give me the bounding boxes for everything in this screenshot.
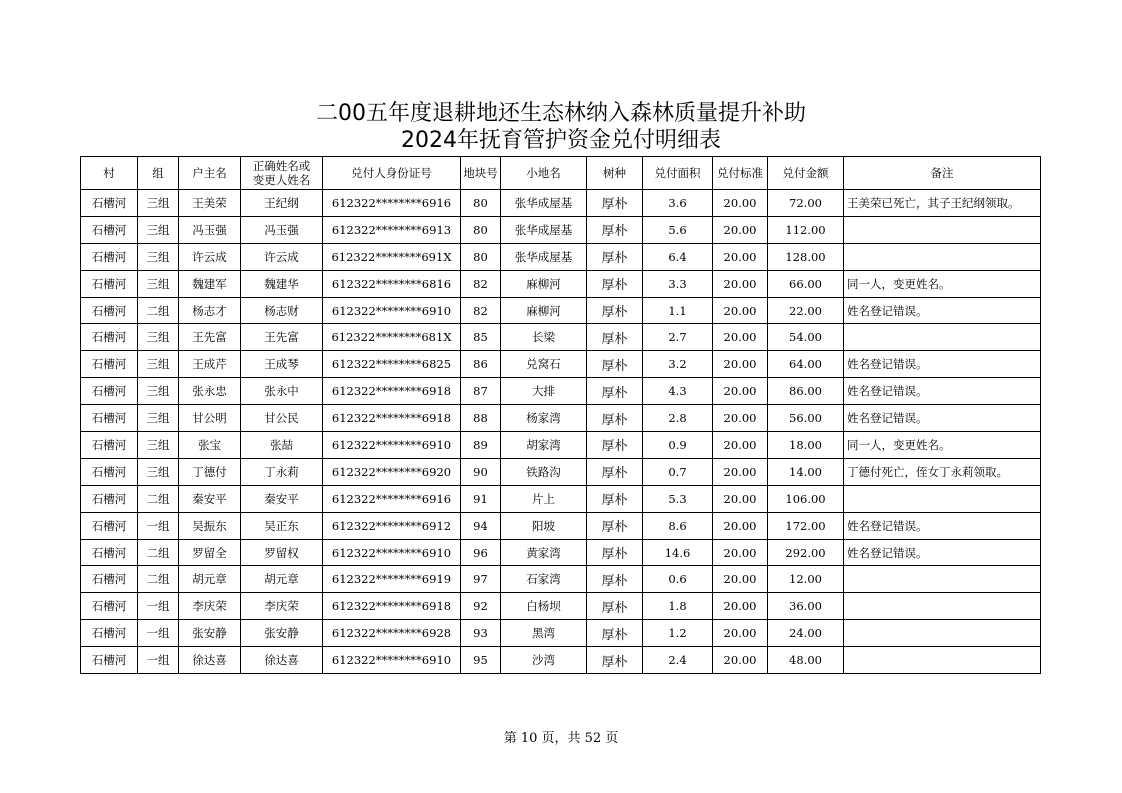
cell-place-name: 杨家湾 bbox=[501, 405, 587, 432]
cell-payment-standard: 20.00 bbox=[713, 566, 768, 593]
cell-place-name: 长梁 bbox=[501, 324, 587, 351]
cell-payment-area: 8.6 bbox=[643, 512, 713, 539]
cell-payment-area: 1.2 bbox=[643, 620, 713, 647]
cell-householder: 罗留全 bbox=[179, 539, 241, 566]
cell-householder: 张宝 bbox=[179, 432, 241, 459]
column-header-payment-area: 兑付面积 bbox=[643, 157, 713, 190]
cell-payment-area: 1.1 bbox=[643, 297, 713, 324]
cell-place-name: 黑湾 bbox=[501, 620, 587, 647]
cell-payment-amount: 24.00 bbox=[768, 620, 844, 647]
cell-payment-standard: 20.00 bbox=[713, 378, 768, 405]
cell-corrected-name: 冯玉强 bbox=[241, 216, 323, 243]
table-row bbox=[81, 593, 1041, 620]
cell-group: 二组 bbox=[138, 297, 179, 324]
cell-remarks: 同一人，变更姓名。 bbox=[844, 270, 1041, 297]
cell-tree-species: 厚朴 bbox=[587, 432, 643, 459]
cell-payment-standard: 20.00 bbox=[713, 458, 768, 485]
cell-plot-number: 80 bbox=[461, 190, 501, 217]
cell-group: 二组 bbox=[138, 539, 179, 566]
cell-remarks: 同一人，变更姓名。 bbox=[844, 432, 1041, 459]
cell-village: 石槽河 bbox=[81, 216, 138, 243]
cell-group: 三组 bbox=[138, 405, 179, 432]
cell-payment-standard: 20.00 bbox=[713, 512, 768, 539]
cell-group: 三组 bbox=[138, 324, 179, 351]
cell-payment-area: 5.3 bbox=[643, 485, 713, 512]
cell-remarks: 姓名登记错误。 bbox=[844, 512, 1041, 539]
cell-payment-standard: 20.00 bbox=[713, 270, 768, 297]
cell-village: 石槽河 bbox=[81, 190, 138, 217]
cell-village: 石槽河 bbox=[81, 593, 138, 620]
table-row bbox=[81, 243, 1041, 270]
cell-remarks: 姓名登记错误。 bbox=[844, 405, 1041, 432]
cell-householder: 王先富 bbox=[179, 324, 241, 351]
table-row bbox=[81, 351, 1041, 378]
cell-tree-species: 厚朴 bbox=[587, 297, 643, 324]
cell-householder: 丁德付 bbox=[179, 458, 241, 485]
cell-remarks: 丁德付死亡，侄女丁永莉领取。 bbox=[844, 458, 1041, 485]
payment-detail-table bbox=[80, 156, 1041, 674]
cell-householder: 冯玉强 bbox=[179, 216, 241, 243]
cell-payment-amount: 18.00 bbox=[768, 432, 844, 459]
column-header-corrected-name: 正确姓名或 变更人姓名 bbox=[241, 157, 323, 190]
cell-remarks bbox=[844, 485, 1041, 512]
cell-village: 石槽河 bbox=[81, 270, 138, 297]
cell-place-name: 张华成屋基 bbox=[501, 190, 587, 217]
cell-payment-standard: 20.00 bbox=[713, 297, 768, 324]
cell-id-number: 612322********6910 bbox=[323, 432, 461, 459]
cell-place-name: 麻柳河 bbox=[501, 270, 587, 297]
cell-id-number: 612322********6916 bbox=[323, 485, 461, 512]
cell-village: 石槽河 bbox=[81, 324, 138, 351]
cell-householder: 魏建军 bbox=[179, 270, 241, 297]
cell-village: 石槽河 bbox=[81, 297, 138, 324]
table-header-row bbox=[81, 157, 1041, 190]
cell-plot-number: 86 bbox=[461, 351, 501, 378]
table-row bbox=[81, 324, 1041, 351]
cell-payment-area: 3.3 bbox=[643, 270, 713, 297]
cell-corrected-name: 杨志财 bbox=[241, 297, 323, 324]
cell-id-number: 612322********691X bbox=[323, 243, 461, 270]
cell-plot-number: 94 bbox=[461, 512, 501, 539]
cell-corrected-name: 吴正东 bbox=[241, 512, 323, 539]
cell-plot-number: 91 bbox=[461, 485, 501, 512]
cell-corrected-name: 王纪纲 bbox=[241, 190, 323, 217]
cell-remarks: 姓名登记错误。 bbox=[844, 378, 1041, 405]
cell-plot-number: 97 bbox=[461, 566, 501, 593]
cell-householder: 许云成 bbox=[179, 243, 241, 270]
cell-payment-amount: 64.00 bbox=[768, 351, 844, 378]
cell-corrected-name: 张喆 bbox=[241, 432, 323, 459]
cell-payment-amount: 48.00 bbox=[768, 647, 844, 674]
cell-place-name: 石家湾 bbox=[501, 566, 587, 593]
cell-group: 三组 bbox=[138, 216, 179, 243]
table-row bbox=[81, 378, 1041, 405]
cell-id-number: 612322********6918 bbox=[323, 593, 461, 620]
page-number: 第 10 页，共 52 页 bbox=[503, 731, 619, 746]
cell-remarks bbox=[844, 324, 1041, 351]
document-title-line1: 二00五年度退耕地还生态林纳入森林质量提升补助 bbox=[316, 101, 806, 126]
table-row bbox=[81, 432, 1041, 459]
table-body bbox=[81, 190, 1041, 674]
cell-village: 石槽河 bbox=[81, 512, 138, 539]
cell-payment-standard: 20.00 bbox=[713, 351, 768, 378]
table-row bbox=[81, 539, 1041, 566]
cell-id-number: 612322********6928 bbox=[323, 620, 461, 647]
cell-payment-area: 0.6 bbox=[643, 566, 713, 593]
cell-corrected-name: 丁永莉 bbox=[241, 458, 323, 485]
cell-householder: 胡元章 bbox=[179, 566, 241, 593]
cell-group: 三组 bbox=[138, 458, 179, 485]
column-header-tree-species: 树种 bbox=[587, 157, 643, 190]
cell-remarks: 姓名登记错误。 bbox=[844, 297, 1041, 324]
table-row bbox=[81, 270, 1041, 297]
cell-payment-amount: 36.00 bbox=[768, 593, 844, 620]
cell-householder: 张永忠 bbox=[179, 378, 241, 405]
cell-plot-number: 82 bbox=[461, 297, 501, 324]
table-row bbox=[81, 647, 1041, 674]
cell-tree-species: 厚朴 bbox=[587, 593, 643, 620]
column-header-group: 组 bbox=[138, 157, 179, 190]
cell-group: 一组 bbox=[138, 647, 179, 674]
cell-payment-standard: 20.00 bbox=[713, 324, 768, 351]
cell-id-number: 612322********6825 bbox=[323, 351, 461, 378]
cell-remarks: 姓名登记错误。 bbox=[844, 351, 1041, 378]
cell-corrected-name: 秦安平 bbox=[241, 485, 323, 512]
cell-place-name: 白杨坝 bbox=[501, 593, 587, 620]
cell-householder: 李庆荣 bbox=[179, 593, 241, 620]
cell-plot-number: 85 bbox=[461, 324, 501, 351]
cell-remarks: 王美荣已死亡，其子王纪纲领取。 bbox=[844, 190, 1041, 217]
cell-village: 石槽河 bbox=[81, 647, 138, 674]
cell-payment-standard: 20.00 bbox=[713, 647, 768, 674]
table-row bbox=[81, 458, 1041, 485]
cell-id-number: 612322********6918 bbox=[323, 378, 461, 405]
cell-tree-species: 厚朴 bbox=[587, 485, 643, 512]
cell-group: 三组 bbox=[138, 432, 179, 459]
cell-corrected-name: 徐达喜 bbox=[241, 647, 323, 674]
cell-id-number: 612322********6918 bbox=[323, 405, 461, 432]
cell-tree-species: 厚朴 bbox=[587, 324, 643, 351]
cell-plot-number: 82 bbox=[461, 270, 501, 297]
cell-id-number: 612322********6816 bbox=[323, 270, 461, 297]
cell-payment-area: 3.6 bbox=[643, 190, 713, 217]
cell-payment-amount: 66.00 bbox=[768, 270, 844, 297]
cell-plot-number: 80 bbox=[461, 243, 501, 270]
cell-id-number: 612322********6910 bbox=[323, 297, 461, 324]
cell-payment-standard: 20.00 bbox=[713, 190, 768, 217]
cell-place-name: 片上 bbox=[501, 485, 587, 512]
cell-tree-species: 厚朴 bbox=[587, 378, 643, 405]
cell-payment-standard: 20.00 bbox=[713, 485, 768, 512]
cell-village: 石槽河 bbox=[81, 458, 138, 485]
cell-remarks bbox=[844, 647, 1041, 674]
table-row bbox=[81, 485, 1041, 512]
cell-remarks bbox=[844, 216, 1041, 243]
cell-id-number: 612322********6910 bbox=[323, 647, 461, 674]
cell-payment-amount: 112.00 bbox=[768, 216, 844, 243]
cell-payment-area: 3.2 bbox=[643, 351, 713, 378]
cell-place-name: 兑窝石 bbox=[501, 351, 587, 378]
cell-group: 二组 bbox=[138, 485, 179, 512]
cell-id-number: 612322********6920 bbox=[323, 458, 461, 485]
cell-payment-standard: 20.00 bbox=[713, 620, 768, 647]
cell-village: 石槽河 bbox=[81, 485, 138, 512]
cell-payment-area: 0.9 bbox=[643, 432, 713, 459]
cell-householder: 王成芹 bbox=[179, 351, 241, 378]
cell-plot-number: 93 bbox=[461, 620, 501, 647]
column-header-remarks: 备注 bbox=[844, 157, 1041, 190]
cell-householder: 王美荣 bbox=[179, 190, 241, 217]
cell-tree-species: 厚朴 bbox=[587, 351, 643, 378]
cell-payment-amount: 72.00 bbox=[768, 190, 844, 217]
cell-householder: 张安静 bbox=[179, 620, 241, 647]
cell-tree-species: 厚朴 bbox=[587, 243, 643, 270]
cell-payment-amount: 128.00 bbox=[768, 243, 844, 270]
column-header-payment-amount: 兑付金额 bbox=[768, 157, 844, 190]
cell-remarks: 姓名登记错误。 bbox=[844, 539, 1041, 566]
cell-tree-species: 厚朴 bbox=[587, 647, 643, 674]
cell-village: 石槽河 bbox=[81, 566, 138, 593]
cell-payment-standard: 20.00 bbox=[713, 432, 768, 459]
cell-id-number: 612322********6916 bbox=[323, 190, 461, 217]
cell-group: 三组 bbox=[138, 351, 179, 378]
cell-place-name: 阳坡 bbox=[501, 512, 587, 539]
cell-payment-standard: 20.00 bbox=[713, 593, 768, 620]
cell-payment-area: 5.6 bbox=[643, 216, 713, 243]
table-row bbox=[81, 620, 1041, 647]
cell-tree-species: 厚朴 bbox=[587, 539, 643, 566]
cell-remarks bbox=[844, 620, 1041, 647]
cell-plot-number: 90 bbox=[461, 458, 501, 485]
cell-village: 石槽河 bbox=[81, 378, 138, 405]
cell-remarks bbox=[844, 593, 1041, 620]
cell-place-name: 黄家湾 bbox=[501, 539, 587, 566]
cell-payment-amount: 56.00 bbox=[768, 405, 844, 432]
cell-plot-number: 89 bbox=[461, 432, 501, 459]
cell-village: 石槽河 bbox=[81, 539, 138, 566]
cell-payment-area: 4.3 bbox=[643, 378, 713, 405]
cell-corrected-name: 李庆荣 bbox=[241, 593, 323, 620]
table-row bbox=[81, 216, 1041, 243]
cell-tree-species: 厚朴 bbox=[587, 405, 643, 432]
cell-tree-species: 厚朴 bbox=[587, 270, 643, 297]
cell-payment-standard: 20.00 bbox=[713, 216, 768, 243]
cell-group: 一组 bbox=[138, 593, 179, 620]
cell-payment-amount: 12.00 bbox=[768, 566, 844, 593]
cell-payment-area: 6.4 bbox=[643, 243, 713, 270]
cell-payment-area: 2.4 bbox=[643, 647, 713, 674]
table-row bbox=[81, 190, 1041, 217]
cell-village: 石槽河 bbox=[81, 351, 138, 378]
cell-householder: 秦安平 bbox=[179, 485, 241, 512]
cell-householder: 杨志才 bbox=[179, 297, 241, 324]
cell-group: 三组 bbox=[138, 378, 179, 405]
column-header-plot-number: 地块号 bbox=[461, 157, 501, 190]
table-row bbox=[81, 512, 1041, 539]
cell-payment-standard: 20.00 bbox=[713, 243, 768, 270]
cell-corrected-name: 王成琴 bbox=[241, 351, 323, 378]
cell-payment-amount: 14.00 bbox=[768, 458, 844, 485]
cell-group: 一组 bbox=[138, 620, 179, 647]
cell-payment-standard: 20.00 bbox=[713, 539, 768, 566]
cell-place-name: 张华成屋基 bbox=[501, 216, 587, 243]
cell-group: 二组 bbox=[138, 566, 179, 593]
cell-plot-number: 95 bbox=[461, 647, 501, 674]
cell-payment-area: 1.8 bbox=[643, 593, 713, 620]
cell-place-name: 麻柳河 bbox=[501, 297, 587, 324]
table-row bbox=[81, 297, 1041, 324]
cell-id-number: 612322********681X bbox=[323, 324, 461, 351]
cell-plot-number: 87 bbox=[461, 378, 501, 405]
cell-corrected-name: 张安静 bbox=[241, 620, 323, 647]
cell-payment-amount: 54.00 bbox=[768, 324, 844, 351]
cell-corrected-name: 胡元章 bbox=[241, 566, 323, 593]
cell-id-number: 612322********6910 bbox=[323, 539, 461, 566]
cell-group: 三组 bbox=[138, 190, 179, 217]
cell-householder: 徐达喜 bbox=[179, 647, 241, 674]
cell-payment-area: 14.6 bbox=[643, 539, 713, 566]
cell-plot-number: 92 bbox=[461, 593, 501, 620]
cell-payment-amount: 292.00 bbox=[768, 539, 844, 566]
cell-id-number: 612322********6912 bbox=[323, 512, 461, 539]
cell-place-name: 胡家湾 bbox=[501, 432, 587, 459]
cell-corrected-name: 魏建华 bbox=[241, 270, 323, 297]
cell-plot-number: 80 bbox=[461, 216, 501, 243]
cell-payment-area: 2.8 bbox=[643, 405, 713, 432]
cell-payment-area: 0.7 bbox=[643, 458, 713, 485]
cell-place-name: 张华成屋基 bbox=[501, 243, 587, 270]
cell-tree-species: 厚朴 bbox=[587, 620, 643, 647]
cell-payment-amount: 172.00 bbox=[768, 512, 844, 539]
cell-village: 石槽河 bbox=[81, 620, 138, 647]
cell-payment-area: 2.7 bbox=[643, 324, 713, 351]
cell-group: 三组 bbox=[138, 270, 179, 297]
cell-corrected-name: 甘公民 bbox=[241, 405, 323, 432]
cell-corrected-name: 张永中 bbox=[241, 378, 323, 405]
cell-payment-amount: 86.00 bbox=[768, 378, 844, 405]
column-header-id-number: 兑付人身份证号 bbox=[323, 157, 461, 190]
cell-corrected-name: 罗留权 bbox=[241, 539, 323, 566]
cell-village: 石槽河 bbox=[81, 243, 138, 270]
cell-village: 石槽河 bbox=[81, 432, 138, 459]
cell-place-name: 沙湾 bbox=[501, 647, 587, 674]
cell-tree-species: 厚朴 bbox=[587, 458, 643, 485]
cell-remarks bbox=[844, 243, 1041, 270]
cell-corrected-name: 王先富 bbox=[241, 324, 323, 351]
column-header-place-name: 小地名 bbox=[501, 157, 587, 190]
column-header-payment-standard: 兑付标准 bbox=[713, 157, 768, 190]
cell-householder: 吴振东 bbox=[179, 512, 241, 539]
document-title-line2: 2024年抚育管护资金兑付明细表 bbox=[401, 128, 721, 153]
cell-place-name: 大排 bbox=[501, 378, 587, 405]
cell-payment-standard: 20.00 bbox=[713, 405, 768, 432]
column-header-village: 村 bbox=[81, 157, 138, 190]
cell-remarks bbox=[844, 566, 1041, 593]
cell-place-name: 铁路沟 bbox=[501, 458, 587, 485]
table-row bbox=[81, 566, 1041, 593]
cell-group: 一组 bbox=[138, 512, 179, 539]
cell-id-number: 612322********6919 bbox=[323, 566, 461, 593]
cell-tree-species: 厚朴 bbox=[587, 512, 643, 539]
cell-payment-amount: 106.00 bbox=[768, 485, 844, 512]
cell-tree-species: 厚朴 bbox=[587, 566, 643, 593]
cell-corrected-name: 许云成 bbox=[241, 243, 323, 270]
cell-payment-amount: 22.00 bbox=[768, 297, 844, 324]
table-row bbox=[81, 405, 1041, 432]
cell-plot-number: 88 bbox=[461, 405, 501, 432]
cell-plot-number: 96 bbox=[461, 539, 501, 566]
cell-householder: 甘公明 bbox=[179, 405, 241, 432]
column-header-householder: 户主名 bbox=[179, 157, 241, 190]
cell-id-number: 612322********6913 bbox=[323, 216, 461, 243]
cell-tree-species: 厚朴 bbox=[587, 190, 643, 217]
cell-group: 三组 bbox=[138, 243, 179, 270]
cell-tree-species: 厚朴 bbox=[587, 216, 643, 243]
cell-village: 石槽河 bbox=[81, 405, 138, 432]
